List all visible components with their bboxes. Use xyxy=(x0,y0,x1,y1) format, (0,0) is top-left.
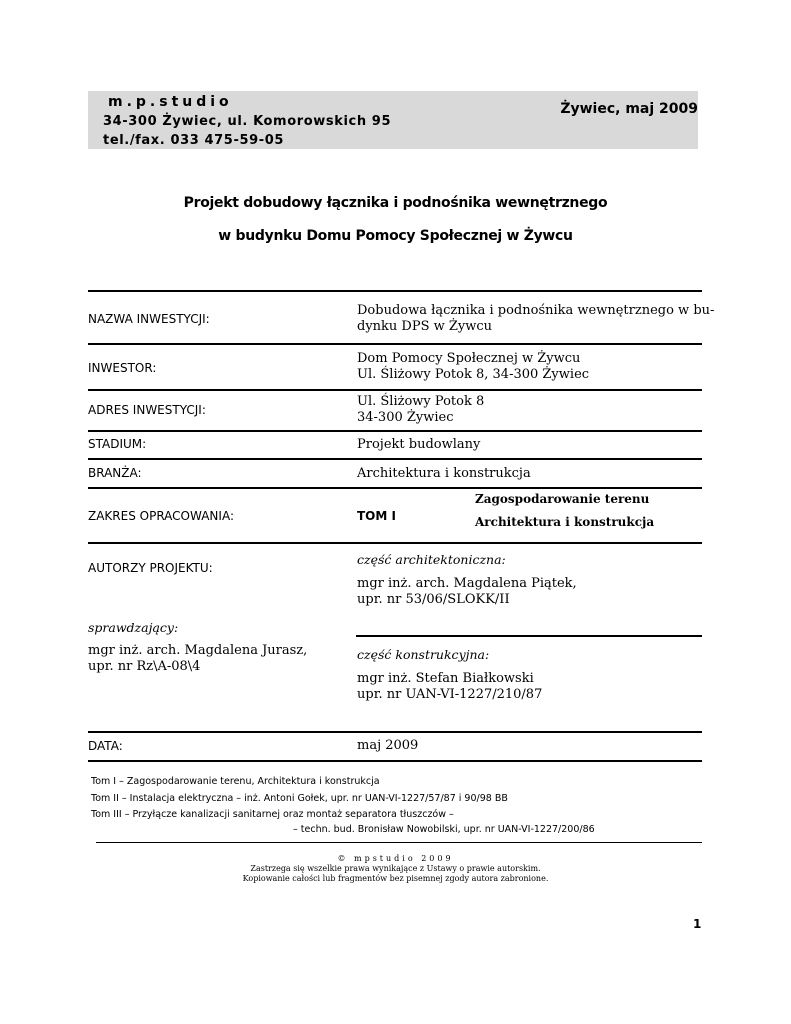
rule-7 xyxy=(88,731,702,733)
struct-name: mgr inż. Stefan Białkowski xyxy=(357,671,534,686)
note-line4: – techn. bud. Bronisław Nowobilski, upr. nr UAN-VI-1227/200/86 xyxy=(293,824,595,835)
rule-2 xyxy=(88,389,702,391)
copyright-line2: Zastrzega się wszelkie prawa wynikające z Ustawy o prawie autorskim. xyxy=(250,864,541,873)
footer-rule xyxy=(96,842,702,843)
value-scope-item2: Architektura i konstrukcja xyxy=(475,515,655,529)
rule-8 xyxy=(88,760,702,762)
copyright-line3: Kopiowanie całości lub fragmentów bez pisemnej zgody autora zabronione. xyxy=(242,874,549,883)
label-investor: INWESTOR: xyxy=(88,361,157,375)
document-title-line1: Projekt dobudowy łącznika i podnośnika wewnętrznego xyxy=(183,195,608,211)
checker-license: upr. nr Rz\A-08\4 xyxy=(88,659,201,674)
value-investment-name-2: dynku DPS w Żywcu xyxy=(357,319,493,334)
rule-authors-split xyxy=(356,635,702,637)
rule-5 xyxy=(88,487,702,489)
rule-4 xyxy=(88,458,702,460)
value-investment-address-1: Ul. Śliżowy Potok 8 xyxy=(357,394,485,409)
checker-heading: sprawdzający: xyxy=(88,620,179,635)
arch-name: mgr inż. arch. Magdalena Piątek, xyxy=(357,576,577,591)
label-investment-name: NAZWA INWESTYCJI: xyxy=(88,312,210,326)
label-stage: STADIUM: xyxy=(88,437,147,451)
place-date: Żywiec, maj 2009 xyxy=(560,101,698,117)
copyright-line1: © mpstudio 2009 xyxy=(337,854,454,863)
label-branch: BRANŻA: xyxy=(88,466,142,480)
note-line1: Tom I – Zagospodarowanie terenu, Architektura i konstrukcja xyxy=(91,776,380,787)
rule-6 xyxy=(88,542,702,544)
value-scope-volume: TOM I xyxy=(357,509,396,523)
value-scope-item1: Zagospodarowanie terenu xyxy=(475,492,650,506)
arch-heading: część architektoniczna: xyxy=(357,552,506,567)
document-title-line2: w budynku Domu Pomocy Społecznej w Żywcu xyxy=(218,228,573,244)
value-stage: Projekt budowlany xyxy=(357,437,481,452)
arch-license: upr. nr 53/06/SLOKK/II xyxy=(357,592,510,607)
label-date: DATA: xyxy=(88,739,123,753)
note-line3: Tom III – Przyłącze kanalizacji sanitarnej oraz montaż separatora tłuszczów – xyxy=(91,809,454,820)
struct-heading: część konstrukcyjna: xyxy=(357,647,490,662)
label-investment-address: ADRES INWESTYCJI: xyxy=(88,403,206,417)
studio-phone: tel./fax. 033 475-59-05 xyxy=(103,133,285,148)
checker-name: mgr inż. arch. Magdalena Jurasz, xyxy=(88,643,308,658)
rule-1 xyxy=(88,343,702,345)
value-investment-address-2: 34-300 Żywiec xyxy=(357,410,454,425)
value-date: maj 2009 xyxy=(357,738,419,753)
rule-top xyxy=(88,290,702,292)
value-investor-1: Dom Pomocy Społecznej w Żywcu xyxy=(357,351,581,366)
rule-3 xyxy=(88,430,702,432)
value-investment-name-1: Dobudowa łącznika i podnośnika wewnętrznego w bu- xyxy=(357,303,715,318)
value-branch: Architektura i konstrukcja xyxy=(357,466,531,481)
struct-license: upr. nr UAN-VI-1227/210/87 xyxy=(357,687,543,702)
page-number: 1 xyxy=(693,917,702,931)
label-authors: AUTORZY PROJEKTU: xyxy=(88,561,213,575)
studio-name: m.p.studio xyxy=(108,94,233,110)
value-investor-2: Ul. Śliżowy Potok 8, 34-300 Żywiec xyxy=(357,367,590,382)
studio-address: 34-300 Żywiec, ul. Komorowskich 95 xyxy=(103,114,392,129)
label-scope: ZAKRES OPRACOWANIA: xyxy=(88,509,234,523)
note-line2: Tom II – Instalacja elektryczna – inż. Antoni Gołek, upr. nr UAN-VI-1227/57/87 i 90/98 BB xyxy=(91,793,508,804)
